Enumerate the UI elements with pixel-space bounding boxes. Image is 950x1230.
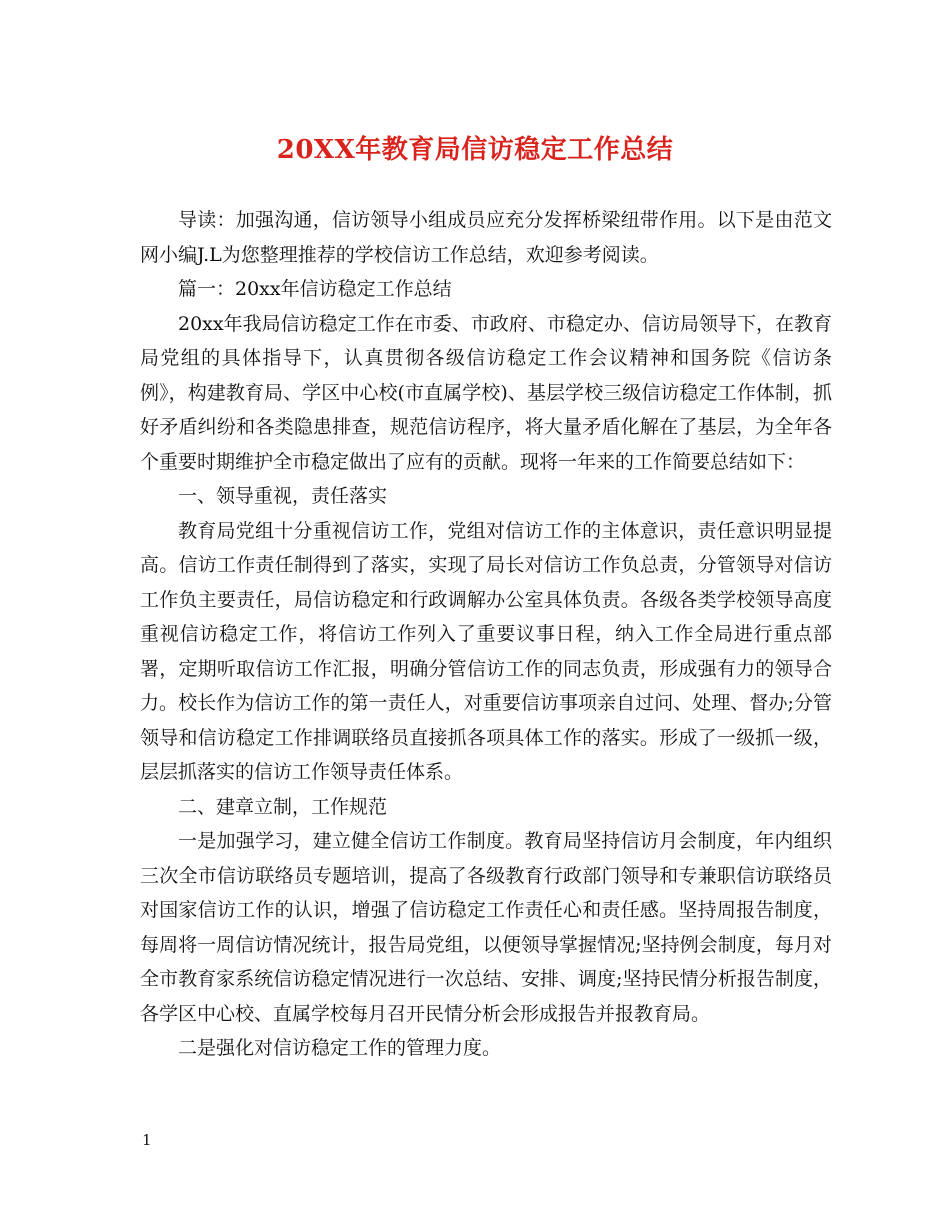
section-heading-2: 二、建章立制，工作规范 xyxy=(178,795,388,818)
paragraph-section-2-b: 二是强化对信访稳定工作的管理力度。 xyxy=(178,1037,502,1059)
paragraph-section-1: 教育局党组十分重视信访工作，党组对信访工作的主体意识，责任意识明显提高。信访工作责任制得到了落实，实现了局长对信访工作负总责，分管领导对信访工作负主要责任，局信访稳定和行政调解办公室具体负责。各级各类学校领导高度重视信访稳定工作，将信访工作列入了重要议事日程，纳入工作全局进行重点部署，定期听取信访工作汇报，明确分管信访工作的同志负责，形成强有力的领导合力。校长作为信访工作的第一责任人，对重要信访事项亲自过问、处理、督办;分管领导和信访稳定工作排调联络员直接抓各项具体工作的落实。形成了一级抓一级，层层抓落实的信访工作领导责任体系。 xyxy=(140,519,832,783)
document-title: 20XX年教育局信访稳定工作总结 xyxy=(276,135,674,165)
section-heading-1: 一、领导重视，责任落实 xyxy=(178,485,388,507)
paragraph-intro: 导读：加强沟通，信访领导小组成员应充分发挥桥梁纽带作用。以下是由范文网小编J.L为您整理推荐的学校信访工作总结，欢迎参考阅读。 xyxy=(140,209,832,266)
page-number: 1 xyxy=(142,1131,152,1149)
paragraph-chapter-heading: 篇一：20xx年信访稳定工作总结 xyxy=(178,278,452,300)
paragraph-overview: 20xx年我局信访稳定工作在市委、市政府、市稳定办、信访局领导下，在教育局党组的具体指导下，认真贯彻各级信访稳定工作会议精神和国务院《信访条例》，构建教育局、学区中心校(市直属学校)、基层学校三级信访稳定工作体制，抓好矛盾纠纷和各类隐患排查，规范信访程序，将大量矛盾化解在了基层，为全年各个重要时期维护全市稳定做出了应有的贡献。现将一年来的工作简要总结如下： xyxy=(140,312,832,473)
paragraph-section-2-a: 一是加强学习，建立健全信访工作制度。教育局坚持信访月会制度，年内组织三次全市信访联络员专题培训，提高了各级教育行政部门领导和专兼职信访联络员对国家信访工作的认识，增强了信访稳定工作责任心和责任感。坚持周报告制度，每周将一周信访情况统计，报告局党组，以便领导掌握情况;坚持例会制度，每月对全市教育家系统信访稳定情况进行一次总结、安排、调度;坚持民情分析报告制度，各学区中心校、直属学校每月召开民情分析会形成报告并报教育局。 xyxy=(140,830,832,1025)
document-body xyxy=(140,203,832,1066)
